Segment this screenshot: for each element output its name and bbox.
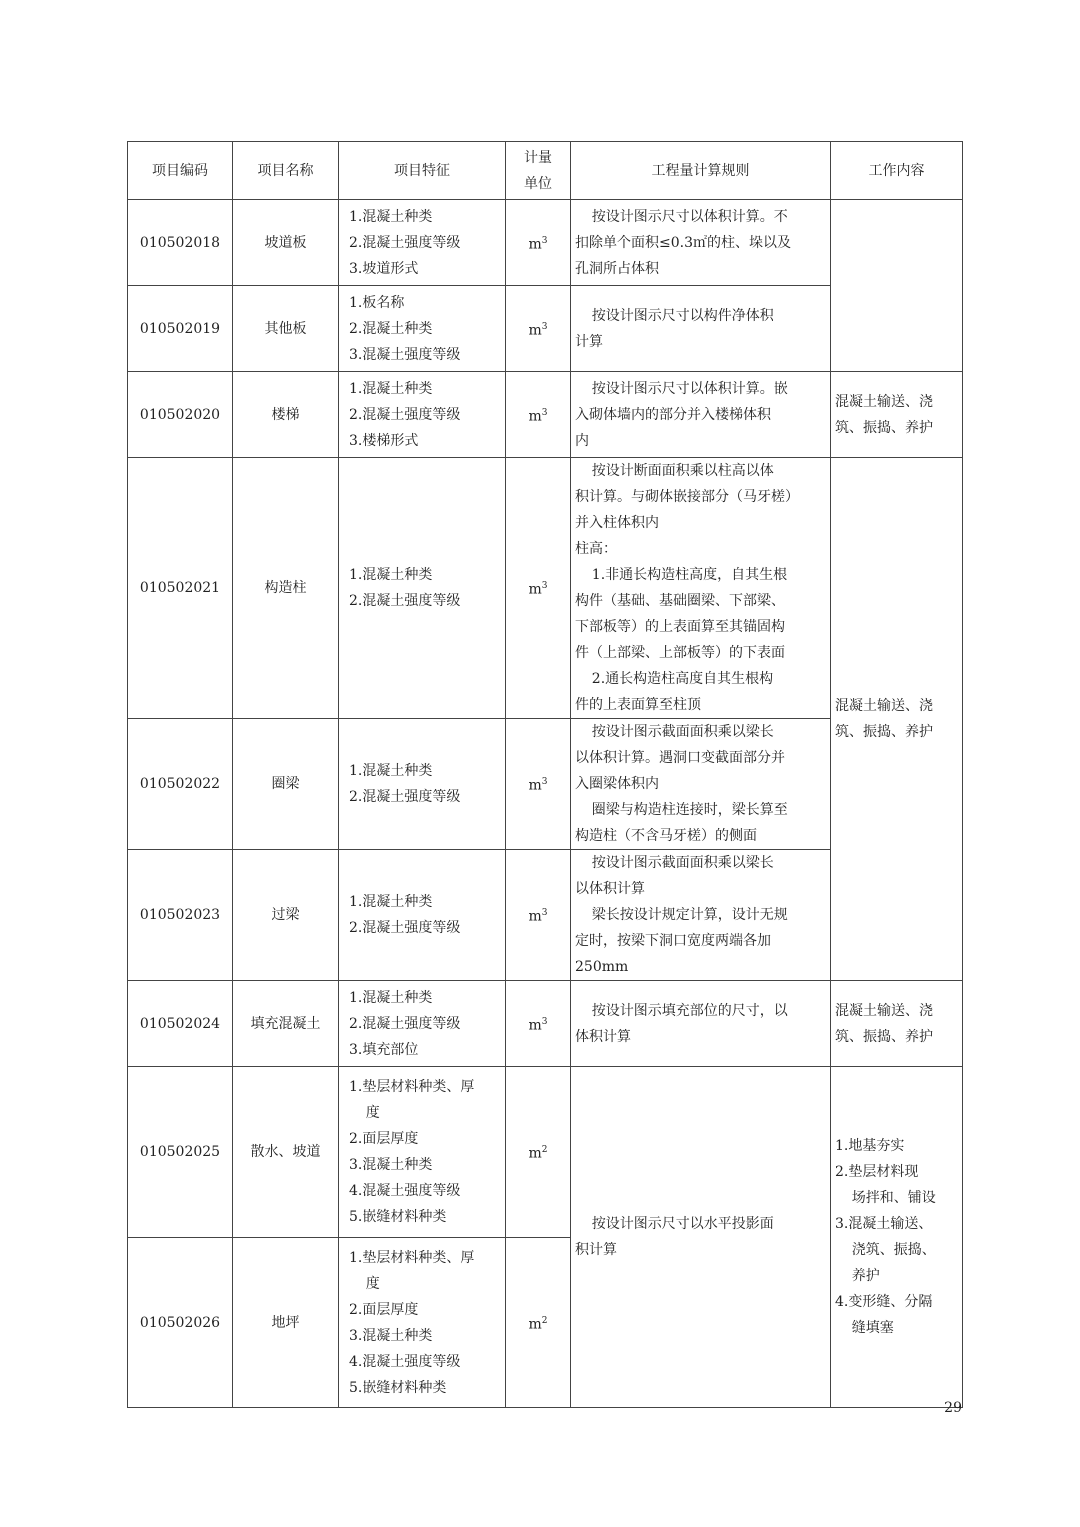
item-features — [339, 981, 506, 1067]
item-features — [339, 1067, 506, 1238]
feature-line: 5.嵌缝材料种类 — [349, 1379, 447, 1396]
work-line: 2.垫层材料现 — [835, 1164, 919, 1180]
header-rule: 工程量计算规则 — [571, 142, 831, 200]
item-features — [339, 458, 506, 719]
work-line: 筑、振捣、养护 — [835, 1028, 933, 1045]
work-line: 养护 — [851, 1268, 880, 1284]
calc-rule — [571, 719, 831, 850]
rule-line: 1.非通长构造柱高度，自其生根 — [591, 567, 788, 583]
unit-base: m — [528, 777, 542, 794]
feature-line: 4.混凝土强度等级 — [349, 1183, 461, 1199]
quantity-rules-table — [127, 141, 963, 1408]
feature-line: 2.混凝土强度等级 — [349, 593, 461, 609]
rule-line: 按设计图示尺寸以构件净体积 — [591, 307, 774, 324]
page-number: 29 — [944, 1400, 962, 1416]
item-code: 010502025 — [128, 1067, 233, 1238]
calc-rule — [571, 850, 831, 981]
feature-line: 1.垫层材料种类、厚 — [349, 1079, 475, 1095]
calc-rule — [571, 458, 831, 719]
work-content — [831, 981, 963, 1067]
item-features — [339, 372, 506, 458]
feature-line: 3.混凝土强度等级 — [349, 346, 461, 363]
item-code: 010502020 — [128, 372, 233, 458]
item-name: 散水、坡道 — [233, 1067, 339, 1238]
unit-base: m — [528, 581, 542, 598]
work-content — [831, 200, 963, 372]
rule-line: 250mm — [575, 959, 629, 975]
rule-line: 计算 — [575, 333, 603, 350]
calc-rule — [571, 981, 831, 1067]
item-name: 圈梁 — [233, 719, 339, 850]
work-line: 场拌和、铺设 — [851, 1190, 936, 1206]
unit-base: m — [528, 1316, 542, 1333]
work-content — [831, 372, 963, 458]
rule-line: 构件（基础、基础圈梁、下部梁、 — [575, 593, 785, 609]
calc-rule — [571, 200, 831, 286]
item-code: 010502018 — [128, 200, 233, 286]
work-line: 混凝土输送、浇 — [835, 698, 933, 714]
item-unit — [506, 850, 571, 981]
rule-line: 并入柱体积内 — [575, 515, 659, 531]
item-name: 构造柱 — [233, 458, 339, 719]
table-row — [128, 372, 963, 458]
item-unit — [506, 981, 571, 1067]
unit-exponent: 2 — [541, 1145, 548, 1156]
item-code: 010502021 — [128, 458, 233, 719]
rule-line: 扣除单个面积≤0.3㎡的柱、垛以及 — [575, 234, 791, 251]
item-code: 010502024 — [128, 981, 233, 1067]
header-work: 工作内容 — [831, 142, 963, 200]
feature-line: 2.混凝土强度等级 — [349, 920, 461, 936]
work-line: 筑、振捣、养护 — [835, 419, 933, 436]
item-code: 010502026 — [128, 1238, 233, 1408]
table-row — [128, 1067, 963, 1238]
feature-line: 1.混凝土种类 — [349, 989, 433, 1006]
unit-base: m — [528, 908, 542, 925]
header-unit-line1: 计量 — [524, 149, 552, 166]
rule-line: 按设计图示尺寸以水平投影面 — [591, 1216, 774, 1232]
rule-line: 下部板等）的上表面算至其锚固构 — [575, 619, 785, 635]
header-unit-line2: 单位 — [524, 175, 552, 192]
table-row — [128, 200, 963, 286]
rule-line: 入砌体墙内的部分并入楼梯体积 — [575, 406, 771, 423]
feature-line: 1.混凝土种类 — [349, 208, 433, 225]
feature-line: 3.填充部位 — [349, 1041, 419, 1058]
header-name: 项目名称 — [233, 142, 339, 200]
feature-line: 2.混凝土强度等级 — [349, 789, 461, 805]
rule-line: 按设计断面面积乘以柱高以体 — [591, 463, 774, 479]
rule-line: 按设计图示截面面积乘以梁长 — [591, 724, 774, 740]
feature-line: 1.混凝土种类 — [349, 567, 433, 583]
rule-line: 按设计图示填充部位的尺寸，以 — [591, 1002, 788, 1019]
feature-line: 2.混凝土强度等级 — [349, 1015, 461, 1032]
work-line: 浇筑、振捣、 — [851, 1242, 936, 1258]
feature-line: 3.混凝土种类 — [349, 1157, 433, 1173]
feature-line: 3.坡道形式 — [349, 260, 419, 277]
rule-line: 圈梁与构造柱连接时，梁长算至 — [591, 802, 788, 818]
feature-line: 3.混凝土种类 — [349, 1327, 433, 1344]
rule-line: 梁长按设计规定计算，设计无规 — [591, 907, 788, 923]
item-unit — [506, 372, 571, 458]
feature-line: 1.混凝土种类 — [349, 380, 433, 397]
rule-line: 体积计算 — [575, 1028, 631, 1045]
rule-line: 件的上表面算至柱顶 — [575, 697, 701, 713]
unit-exponent: 3 — [541, 581, 548, 592]
rule-line: 构造柱（不含马牙槎）的侧面 — [575, 828, 757, 844]
feature-line: 1.板名称 — [349, 294, 405, 311]
feature-line: 2.混凝土强度等级 — [349, 406, 461, 423]
unit-exponent: 3 — [541, 321, 548, 332]
feature-line: 3.楼梯形式 — [349, 432, 419, 449]
table-row — [128, 458, 963, 719]
feature-line: 2.混凝土种类 — [349, 320, 433, 337]
rule-line: 积计算 — [575, 1242, 617, 1258]
item-name: 填充混凝土 — [233, 981, 339, 1067]
rule-line: 按设计图示尺寸以体积计算。不 — [591, 208, 788, 225]
rule-line: 以体积计算 — [575, 881, 645, 897]
work-content — [831, 1067, 963, 1408]
feature-line: 5.嵌缝材料种类 — [349, 1209, 447, 1225]
header-code: 项目编码 — [128, 142, 233, 200]
feature-line: 1.混凝土种类 — [349, 763, 433, 779]
unit-exponent: 3 — [541, 407, 548, 418]
item-name: 地坪 — [233, 1238, 339, 1408]
item-features — [339, 719, 506, 850]
rule-line: 积计算。与砌体嵌接部分（马牙槎） — [575, 489, 799, 505]
work-line: 筑、振捣、养护 — [835, 724, 933, 740]
item-unit — [506, 1067, 571, 1238]
item-name: 坡道板 — [233, 200, 339, 286]
work-line: 缝填塞 — [851, 1320, 894, 1336]
feature-line: 1.垫层材料种类、厚 — [349, 1249, 475, 1266]
feature-line: 4.混凝土强度等级 — [349, 1353, 461, 1370]
table-body — [128, 200, 963, 1408]
item-code: 010502023 — [128, 850, 233, 981]
item-name: 其他板 — [233, 286, 339, 372]
item-unit — [506, 1238, 571, 1408]
item-name: 过梁 — [233, 850, 339, 981]
rule-line: 内 — [575, 432, 589, 449]
rule-line: 按设计图示尺寸以体积计算。嵌 — [591, 380, 788, 397]
rule-line: 2.通长构造柱高度自其生根构 — [591, 671, 774, 687]
unit-base: m — [528, 1017, 542, 1034]
item-code: 010502022 — [128, 719, 233, 850]
calc-rule — [571, 286, 831, 372]
calc-rule — [571, 1067, 831, 1408]
work-line: 混凝土输送、浇 — [835, 1002, 933, 1019]
header-feature: 项目特征 — [339, 142, 506, 200]
work-line: 3.混凝土输送、 — [835, 1216, 933, 1232]
unit-base: m — [528, 408, 542, 425]
item-unit — [506, 286, 571, 372]
item-features — [339, 850, 506, 981]
header-unit — [506, 142, 571, 200]
item-code: 010502019 — [128, 286, 233, 372]
item-features — [339, 200, 506, 286]
unit-exponent: 2 — [541, 1315, 548, 1326]
rule-line: 柱高： — [575, 541, 617, 557]
rule-line: 定时，按梁下洞口宽度两端各加 — [575, 933, 771, 949]
unit-exponent: 3 — [541, 777, 548, 788]
rule-line: 按设计图示截面面积乘以梁长 — [591, 855, 774, 871]
unit-base: m — [528, 1145, 542, 1162]
rule-line: 件（上部梁、上部板等）的下表面 — [575, 645, 785, 661]
work-line: 1.地基夯实 — [835, 1138, 905, 1154]
feature-line: 2.面层厚度 — [349, 1301, 419, 1318]
feature-line: 2.混凝土强度等级 — [349, 234, 461, 251]
item-unit — [506, 458, 571, 719]
unit-base: m — [528, 322, 542, 339]
work-line: 4.变形缝、分隔 — [835, 1294, 933, 1310]
calc-rule — [571, 372, 831, 458]
rule-line: 入圈梁体积内 — [575, 776, 659, 792]
work-line: 混凝土输送、浇 — [835, 393, 933, 410]
item-features — [339, 286, 506, 372]
table-row — [128, 981, 963, 1067]
item-unit — [506, 719, 571, 850]
feature-line: 度 — [365, 1275, 380, 1292]
item-features — [339, 1238, 506, 1408]
item-unit — [506, 200, 571, 286]
unit-exponent: 3 — [541, 908, 548, 919]
feature-line: 度 — [365, 1105, 380, 1121]
feature-line: 2.面层厚度 — [349, 1131, 419, 1147]
item-name: 楼梯 — [233, 372, 339, 458]
unit-base: m — [528, 236, 542, 253]
feature-line: 1.混凝土种类 — [349, 894, 433, 910]
header-row — [128, 142, 963, 200]
unit-exponent: 3 — [541, 1016, 548, 1027]
rule-line: 孔洞所占体积 — [575, 260, 659, 277]
rule-line: 以体积计算。遇洞口变截面部分并 — [575, 750, 785, 766]
work-content — [831, 458, 963, 981]
unit-exponent: 3 — [541, 235, 548, 246]
